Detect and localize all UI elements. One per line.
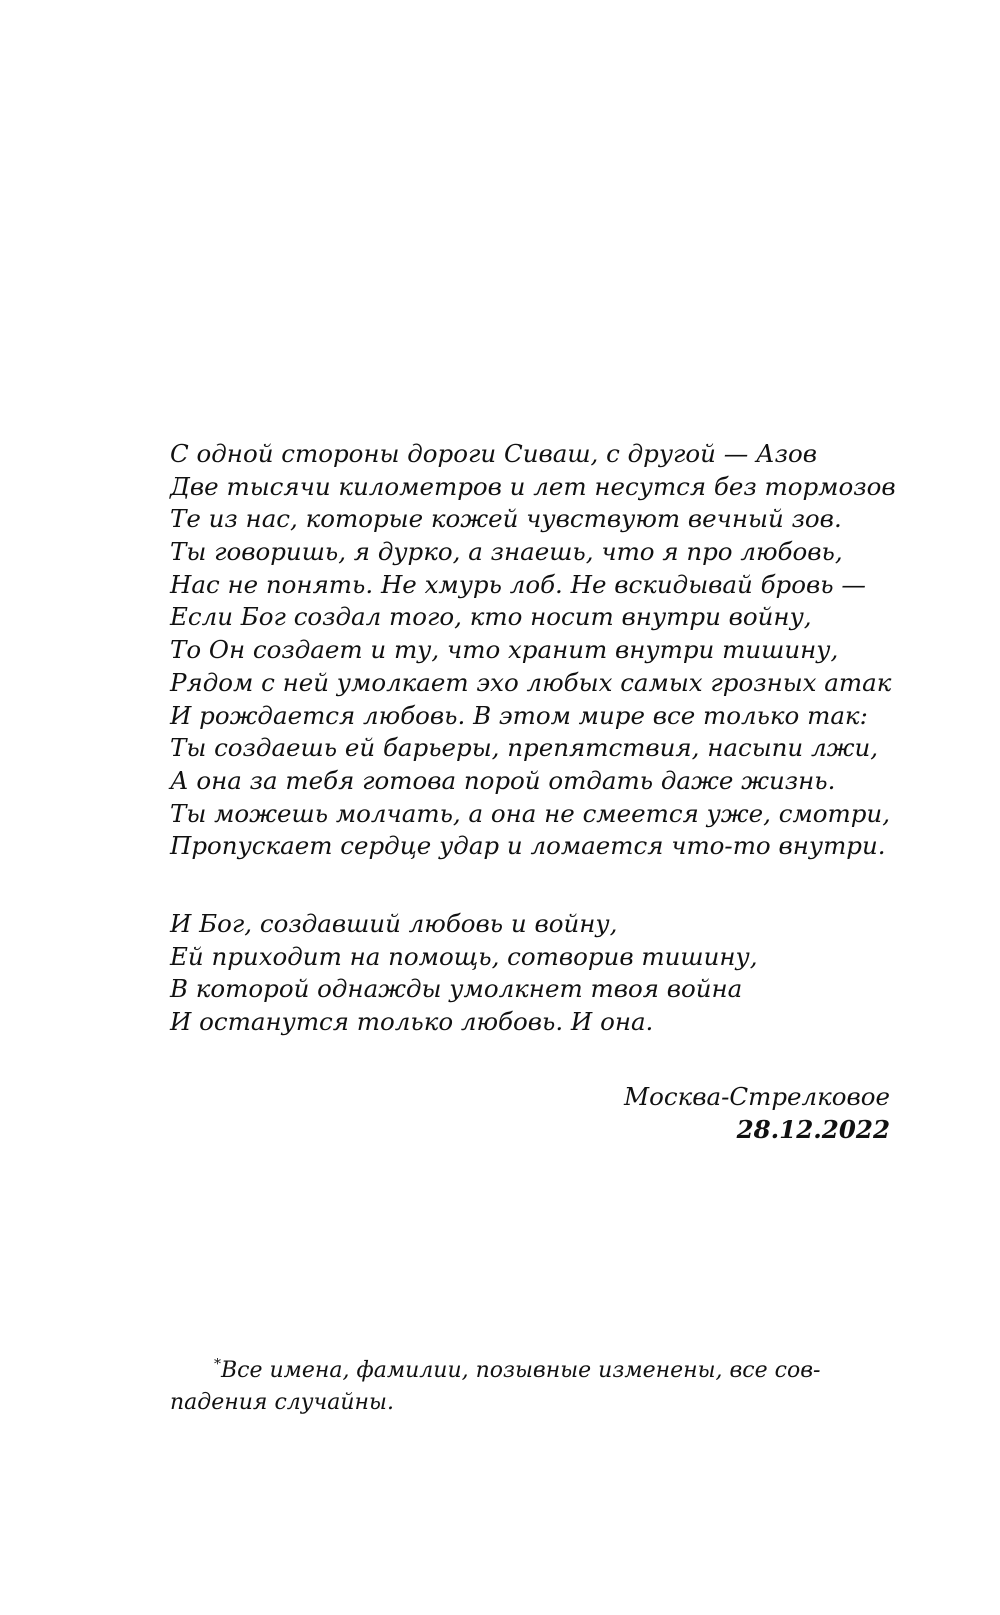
poem-line: Пропускает сердце удар и ломается что-то внутри.: [170, 831, 886, 861]
poem-line: Те из нас, которые кожей чувствуют вечный зов.: [170, 504, 842, 534]
footnote-text-1: Все имена, фамилии, позывные изменены, все сов-: [221, 1358, 821, 1383]
poem-line: Ты можешь молчать, а она не смеется уже, смотри,: [170, 798, 890, 828]
footnote-mark: *: [214, 1356, 221, 1373]
poem-line: А она за тебя готова порой отдать даже жизнь.: [170, 765, 836, 795]
poem-line: Если Бог создал того, кто носит внутри войну,: [170, 602, 812, 632]
poem-line: И рождается любовь. В этом мире все только так:: [170, 700, 868, 730]
poem-line: С одной стороны дороги Сиваш, с другой — Азов: [170, 439, 817, 468]
poem-line: То Он создает и ту, что хранит внутри тишину,: [170, 635, 839, 665]
poem-stanza-1: [170, 438, 910, 863]
poem-line: В которой однажды умолкнет твоя война: [170, 974, 743, 1004]
poem-line: Ты говоришь, я дурко, а знаешь, что я про любовь,: [170, 537, 843, 567]
poem-line: Рядом с ней умолкает эхо любых самых грозных атак: [170, 667, 892, 697]
poem-line: Ей приходит на помощь, сотворив тишину,: [170, 941, 758, 971]
poem-stanza-2: [170, 908, 910, 1039]
footnote-line-2: падения случайны.: [170, 1390, 394, 1415]
poem-line: И Бог, создавший любовь и войну,: [170, 909, 618, 938]
signature-block: [624, 1080, 890, 1146]
footnote-line-1: [170, 1355, 890, 1387]
poem-line: Ты создаешь ей барьеры, препятствия, насыпи лжи,: [170, 733, 879, 763]
signature-place: Москва-Стрелковое: [624, 1082, 890, 1111]
signature-date: 28.12.2022: [736, 1115, 890, 1144]
poem-line: И останутся только любовь. И она.: [170, 1007, 654, 1037]
poem-line: Нас не понять. Не хмурь лоб. Не вскидывай бровь —: [170, 569, 866, 599]
poem-line: Две тысячи километров и лет несутся без тормозов: [170, 471, 896, 501]
footnote: [170, 1355, 890, 1419]
